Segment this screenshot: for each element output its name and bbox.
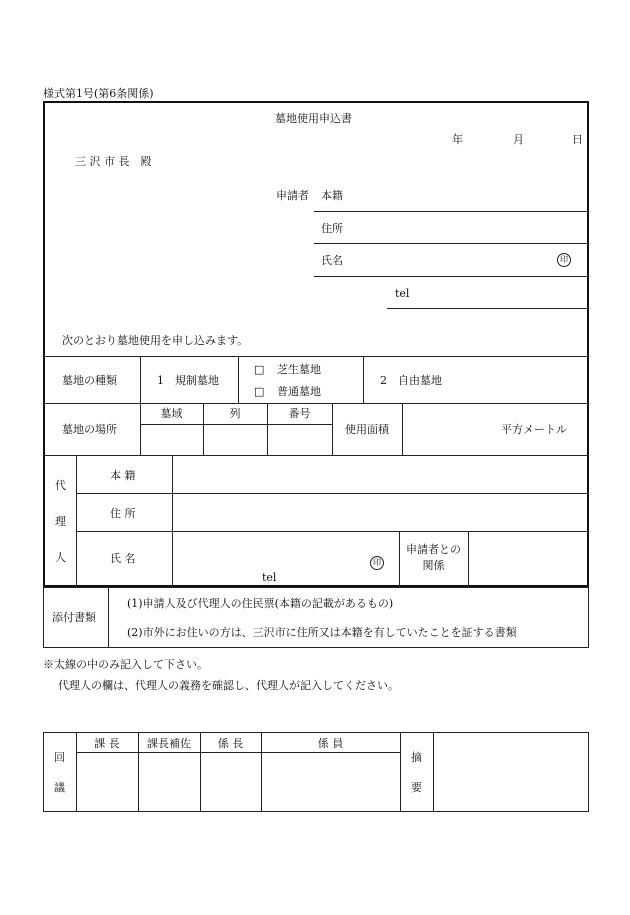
date-day: 日 [572, 133, 583, 146]
attachment-item-2: (2)市外にお住いの方は、三沢市に住所又は本籍を有していたことを証する書類 [127, 626, 517, 639]
approval-remarks-2: 要 [411, 781, 422, 794]
approval-remarks-input[interactable] [434, 733, 588, 811]
applicant-label: 申請者 [276, 189, 309, 202]
approval-col-section: 係 長 [217, 737, 244, 750]
place-divider-5 [402, 403, 403, 455]
approval-remarks-1: 摘 [411, 751, 422, 764]
type-divider-2 [238, 356, 239, 403]
note-line-1: ※太線の中のみ記入して下さい。 [43, 658, 208, 671]
checkbox-lawn-icon[interactable]: □ [254, 363, 265, 376]
approval-section-stamp-area[interactable] [201, 753, 261, 811]
type-divider-3 [363, 356, 364, 403]
applicant-seal-icon: 印 [557, 253, 571, 267]
agent-side-label-1: 代 [55, 479, 66, 492]
approval-col-chief: 課 長 [94, 737, 120, 750]
approval-side-2: 議 [54, 781, 65, 794]
agent-relation-divider-1 [399, 531, 400, 586]
note-line-2: 代理人の欄は、代理人の義務を確認し、代理人が記入してください。 [58, 679, 399, 692]
checkbox-normal-icon[interactable]: □ [254, 385, 265, 398]
agent-name-label: 氏 名 [110, 552, 136, 565]
divider-type-top [44, 356, 588, 357]
applicant-tel-line[interactable] [387, 308, 588, 309]
applicant-address-line[interactable] [314, 243, 588, 244]
approval-side-1: 回 [54, 751, 65, 764]
agent-relation-label-1: 申請者との [406, 543, 461, 556]
agent-side-label-2: 理 [55, 515, 66, 528]
agent-address-label: 住 所 [110, 507, 136, 520]
applicant-name-label: 氏名 [321, 254, 343, 267]
date-year: 年 [452, 133, 463, 146]
cemetery-sub-normal: 普通墓地 [277, 385, 321, 398]
agent-honseki-label: 本 籍 [110, 469, 136, 482]
cemetery-type-option-regulated: 1 規制墓地 [157, 374, 219, 387]
usage-area-unit: 平方メートル [501, 423, 567, 436]
agent-seal-icon: 印 [370, 556, 384, 570]
approval-staff-stamp-area[interactable] [262, 753, 400, 811]
request-text: 次のとおり墓地使用を申し込みます。 [62, 334, 249, 347]
applicant-honseki-label: 本籍 [321, 189, 343, 202]
attachments-divider [108, 587, 109, 648]
agent-honseki-input[interactable] [173, 456, 588, 493]
cemetery-sub-lawn: 芝生墓地 [277, 363, 321, 376]
place-col-number: 番号 [288, 407, 311, 420]
form-title: 墓地使用申込書 [275, 112, 352, 125]
agent-tel-label: tel [262, 571, 277, 584]
applicant-honseki-line[interactable] [314, 211, 588, 212]
approval-divider-5 [400, 732, 401, 812]
place-col-block: 墓域 [160, 407, 183, 420]
approval-deputy-stamp-area[interactable] [139, 753, 200, 811]
place-row-input[interactable] [204, 425, 267, 455]
date-month: 月 [513, 133, 524, 146]
addressee: 三 沢 市 長 殿 [75, 155, 152, 168]
usage-area-label: 使用面積 [345, 423, 389, 436]
agent-relation-input[interactable] [469, 532, 588, 586]
cemetery-type-option-free: 2 自由墓地 [380, 374, 442, 387]
applicant-address-label: 住所 [321, 222, 343, 235]
cemetery-type-label: 墓地の種類 [62, 374, 117, 387]
agent-name-input[interactable] [173, 532, 399, 586]
agent-side-divider [76, 455, 77, 586]
divider-place-top [44, 403, 588, 404]
place-block-input[interactable] [141, 425, 203, 455]
approval-col-deputy: 課長補佐 [147, 737, 191, 750]
type-divider-1 [140, 356, 141, 403]
approval-col-staff: 係 員 [317, 737, 344, 750]
place-number-input[interactable] [268, 425, 332, 455]
agent-address-input[interactable] [173, 494, 588, 531]
attachments-label: 添付書類 [52, 611, 96, 624]
agent-side-label-3: 人 [55, 551, 66, 564]
cemetery-place-label: 墓地の場所 [62, 423, 117, 436]
form-number: 様式第1号(第6条関係) [43, 87, 154, 100]
place-col-row: 列 [229, 407, 241, 420]
approval-chief-stamp-area[interactable] [77, 753, 138, 811]
agent-relation-label-2: 関係 [422, 559, 445, 572]
attachment-item-1: (1)申請人及び代理人の住民票(本籍の記載があるもの) [127, 597, 394, 610]
applicant-name-line[interactable] [314, 276, 588, 277]
applicant-tel-label: tel [395, 287, 410, 300]
